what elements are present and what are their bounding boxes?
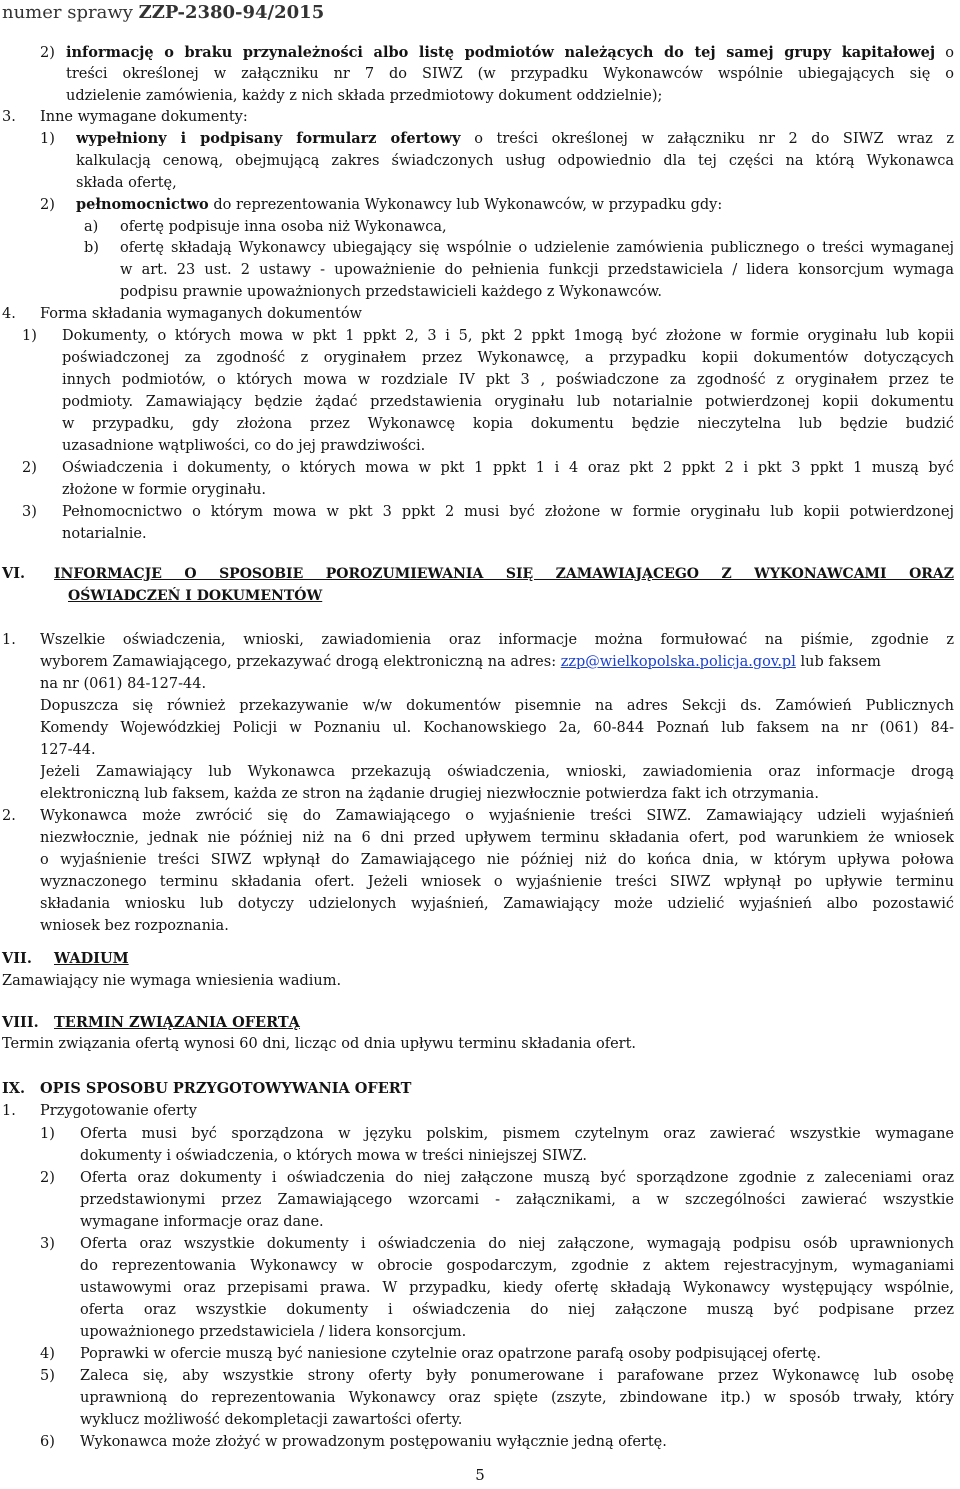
list-number: 1) [40, 131, 55, 147]
paragraph-line: uzasadnione wątpliwości, co do jej prawdziwości. [62, 438, 426, 454]
paragraph-line: złożone w formie oryginału. [62, 482, 266, 498]
section-title: Forma składania wymaganych dokumentów [40, 306, 362, 322]
paragraph-line: Oferta oraz wszystkie dokumenty i oświadczenia do niej załączone, wymagają podpisu osób uprawnionych [80, 1236, 954, 1252]
paragraph-line: dokumenty i oświadczenia, o których mowa w treści niniejszej SIWZ. [80, 1148, 587, 1164]
section-heading: TERMIN ZWIĄZANIA OFERTĄ [54, 1014, 300, 1031]
paragraph-line: Wykonawca może zwrócić się do Zamawiającego o wyjaśnienie treści SIWZ. Zamawiający udzieli wyjaśnień [40, 808, 954, 824]
paragraph-line: Zamawiający nie wymaga wniesienia wadium. [2, 973, 342, 989]
list-number: 1) [22, 328, 37, 344]
paragraph-line: informację o braku przynależności albo listę podmiotów należących do tej samej grupy kapitałowej o [66, 44, 954, 61]
paragraph-line: Oferta oraz dokumenty i oświadczenia do niej załączone muszą być sporządzone zgodnie z zaleceniami oraz [80, 1170, 954, 1186]
page-number: 5 [475, 1466, 485, 1484]
paragraph-line: ofertę podpisuje inna osoba niż Wykonawca, [120, 219, 447, 235]
section-heading: INFORMACJE O SPOSOBIE POROZUMIEWANIA SIĘ ZAMAWIAJĄCEGO Z WYKONAWCAMI ORAZ [54, 566, 954, 582]
paragraph-line: kalkulacją cenową, obejmującą zakres świadczonych usług odpowiednio dla tej części na którą Wykonawca [76, 153, 954, 169]
section-number: 3. [2, 109, 16, 125]
paragraph-line: elektroniczną lub faksem, każda ze stron na żądanie drugiej niezwłocznie potwierdza fakt ich otrzymania. [40, 786, 819, 802]
paragraph-line: udzielenie zamówienia, każdy z nich składa przedmiotowy dokument oddzielnie); [66, 88, 663, 104]
section-title: Przygotowanie oferty [40, 1103, 197, 1119]
paragraph-line: innych podmiotów, o których mowa w rozdziale IV pkt 3 , poświadczone za zgodność z oryginałem przez te [62, 372, 954, 388]
list-number: 2) [40, 197, 55, 213]
section-number: VI. [2, 565, 26, 582]
paragraph-line: Pełnomocnictwo o którym mowa w pkt 3 ppkt 2 musi być złożone w formie oryginału lub kopii potwierdzonej [62, 504, 954, 520]
paragraph-line: Wszelkie oświadczenia, wnioski, zawiadomienia oraz informacje można formułować na piśmie, zgodnie z [40, 632, 954, 648]
paragraph-line: Termin związania ofertą wynosi 60 dni, licząc od dnia upływu terminu składania ofert. [2, 1036, 637, 1052]
paragraph-line: na nr (061) 84-127-44. [40, 676, 207, 692]
section-number: IX. [2, 1080, 26, 1097]
paragraph-line: niezwłocznie, jednak nie później niż na 6 dni przed upływem terminu składania ofert, pod warunkiem że wniosek [40, 830, 954, 846]
list-number: 4) [40, 1346, 55, 1362]
paragraph-line: wyznaczonego terminu składania ofert. Jeżeli wniosek o wyjaśnienie treści SIWZ wpłynął po upływie terminu [40, 874, 954, 890]
section-heading: WADIUM [54, 950, 129, 967]
paragraph-line: podpisu prawnie upoważnionych przedstawicieli każdego z Wykonawców. [120, 284, 662, 300]
paragraph-line: ustawowymi oraz przepisami prawa. W przypadku, kiedy ofertę składają Wykonawcy występujący wspólnie, [80, 1280, 954, 1296]
section-title: Inne wymagane dokumenty: [40, 109, 248, 125]
paragraph-line: Komendy Wojewódzkiej Policji w Poznaniu ul. Kochanowskiego 2a, 60-844 Poznań lub faksem na nr (061) 84- [40, 720, 954, 736]
section-number: 4. [2, 306, 16, 322]
paragraph-line: Poprawki w ofercie muszą być naniesione czytelnie oraz opatrzone parafą osoby podpisującej ofertę. [80, 1346, 821, 1362]
section-heading: OŚWIADCZEŃ I DOKUMENTÓW [68, 588, 323, 604]
paragraph-line: treści określonej w załączniku nr 7 do SIWZ (w przypadku Wykonawców wspólnie ubiegających się o [66, 66, 954, 82]
paragraph-line: Dopuszcza się również przekazywanie w/w dokumentów pisemnie na adres Sekcji ds. Zamówień Publicznych [40, 698, 954, 714]
paragraph-line: wniosek bez rozpoznania. [40, 918, 229, 934]
paragraph-line: Dokumenty, o których mowa w pkt 1 ppkt 2, 3 i 5, pkt 2 ppkt 1mogą być złożone w formie oryginału lub kopii [62, 328, 954, 344]
section-heading: OPIS SPOSOBU PRZYGOTOWYWANIA OFERT [40, 1080, 412, 1097]
list-number: 2) [40, 1170, 55, 1186]
paragraph-line: składa ofertę, [76, 175, 177, 191]
section-number: VII. [2, 950, 32, 967]
paragraph-line: Jeżeli Zamawiający lub Wykonawca przekazują oświadczenia, wnioski, zawiadomienia oraz informacje drogą [40, 764, 954, 780]
list-number: 3) [22, 504, 37, 520]
paragraph-line: pełnomocnictwo do reprezentowania Wykonawcy lub Wykonawców, w przypadku gdy: [76, 196, 723, 213]
section-number: 1. [2, 1103, 16, 1119]
paragraph-line: 127-44. [40, 742, 96, 758]
paragraph-line: wymagane informacje oraz dane. [80, 1214, 324, 1230]
paragraph-line: Oferta musi być sporządzona w języku polskim, pismem czytelnym oraz zawierać wszystkie wymagane [80, 1126, 954, 1142]
paragraph-line: przedstawionymi przez Zamawiającego wzorcami - załącznikami, a w szczególności zawierać wszystkie [80, 1192, 954, 1208]
case-label: numer sprawy [2, 2, 133, 23]
paragraph-line: w przypadku, gdy złożona przez Wykonawcę kopia dokumentu będzie nieczytelna lub będzie budzić [62, 416, 954, 432]
paragraph-line: Oświadczenia i dokumenty, o których mowa w pkt 1 ppkt 1 i 4 oraz pkt 2 ppkt 2 i pkt 3 ppkt 1 muszą być [62, 460, 954, 476]
list-letter: a) [84, 219, 99, 235]
section-number: 2. [2, 808, 16, 824]
list-number: 5) [40, 1368, 55, 1384]
case-number: ZZP-2380-94/2015 [138, 2, 325, 23]
paragraph-line: podmioty. Zamawiający będzie żądać przedstawienia oryginału lub notarialnie potwierdzonej kopii dokumentu [62, 394, 954, 410]
paragraph-line: do reprezentowania Wykonawcy w obrocie gospodarczym, zgodnie z aktem rejestracyjnym, wymaganiami [80, 1258, 954, 1274]
paragraph-line: notarialnie. [62, 526, 147, 542]
email-link[interactable]: zzp@wielkopolska.policja.gov.pl [560, 654, 796, 670]
paragraph-line: składania wniosku lub dotyczy udzielonych wyjaśnień, Zamawiający może udzielić wyjaśnień albo pozostawić [40, 896, 954, 912]
list-letter: b) [84, 240, 99, 256]
list-number: 2) [40, 45, 55, 61]
paragraph-line: uprawnioną do reprezentowania Wykonawcy oraz spięte (zszyte, zbindowane itp.) w sposób trwały, który [80, 1390, 954, 1406]
list-number: 3) [40, 1236, 55, 1252]
case-number-header [2, 0, 324, 26]
paragraph-line: oferta oraz wszystkie dokumenty i oświadczenia do niej załączone muszą być podpisane przez [80, 1302, 954, 1318]
paragraph-line: wyklucz możliwość dekompletacji zawartości oferty. [80, 1412, 463, 1428]
list-number: 1) [40, 1126, 55, 1142]
section-number: VIII. [2, 1014, 39, 1031]
paragraph-line: Zaleca się, aby wszystkie strony oferty były ponumerowane i parafowane przez Wykonawcę lub osobę [80, 1368, 954, 1384]
list-number: 6) [40, 1434, 55, 1450]
paragraph-line: poświadczonej za zgodność z oryginałem przez Wykonawcę, a przypadku kopii dokumentów dotyczących [62, 350, 954, 366]
section-number: 1. [2, 632, 16, 648]
paragraph-line: upoważnionego przedstawiciela / lidera konsorcjum. [80, 1324, 467, 1340]
paragraph-line: wypełniony i podpisany formularz ofertowy o treści określonej w załączniku nr 2 do SIWZ wraz z [76, 130, 954, 147]
paragraph-line: o wyjaśnienie treści SIWZ wpłynął do Zamawiającego nie później niż do końca dnia, w którym upływa połowa [40, 852, 954, 868]
list-number: 2) [22, 460, 37, 476]
paragraph-line: wyborem Zamawiającego, przekazywać drogą elektroniczną na adres: zzp@wielkopolska.policja.gov.pl lub faksem [40, 654, 881, 670]
paragraph-line: ofertę składają Wykonawcy ubiegający się wspólnie o udzielenie zamówienia publicznego o treści wymaganej [120, 240, 954, 256]
paragraph-line: w art. 23 ust. 2 ustawy - upoważnienie do pełnienia funkcji przedstawiciela / lidera konsorcjum wymaga [120, 262, 954, 278]
paragraph-line: Wykonawca może złożyć w prowadzonym postępowaniu wyłącznie jedną ofertę. [80, 1434, 667, 1450]
